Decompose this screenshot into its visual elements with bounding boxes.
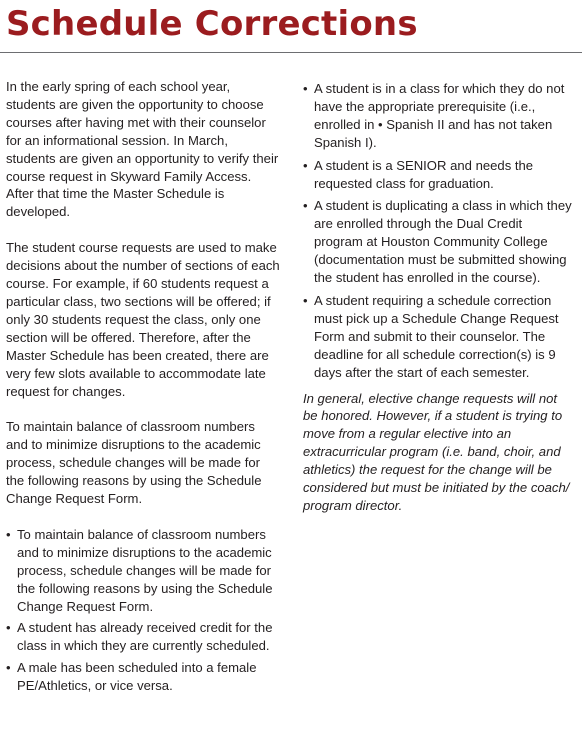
balance-paragraph: To maintain balance of classroom numbers and to minimize disruptions to the academic process, schedule changes will be made for the following reasons by using the Schedule Change Request Form. xyxy=(6,419,262,507)
list-item: • A student is a SENIOR and needs the requested class for graduation. xyxy=(303,157,573,193)
list-item: • To maintain balance of classroom numbers and to minimize disruptions to the academic process, schedule changes will be made for the following reasons by using the Schedule Change Request Form. xyxy=(6,526,280,616)
list-item: • A student is in a class for which they do not have the appropriate prerequisite (i.e., enrolled in • Spanish II and has not taken Spanish I). xyxy=(303,80,573,152)
intro-paragraph: In the early spring of each school year, students are given the opportunity to choose courses after having met with their counselor for an informational session. In March, students are given an opportunity to verify their course request in Skyward Family Access. After that time the Master Schedule is developed. xyxy=(6,79,279,220)
course-requests-paragraph: The student course requests are used to make decisions about the number of sections of each course. For example, if 60 students request a particular class, two sections will be offered; if only 30 students request the class, only one section will be offered. Therefore, after the Master Schedule has been created, there are very few slots available to accommodate late request for changes. xyxy=(6,240,280,399)
list-item: • A student is duplicating a class in which they are enrolled through the Dual Credit program at Houston Community College (documentation must be submitted showing the student has enrolled in the course). xyxy=(303,197,573,287)
page-title: Schedule Corrections xyxy=(6,4,418,44)
list-item: • A student has already received credit for the class in which they are currently scheduled. xyxy=(6,619,280,655)
right-reasons-list xyxy=(303,80,573,382)
list-item: • A male has been scheduled into a female PE/Athletics, or vice versa. xyxy=(6,659,280,695)
right-column xyxy=(303,80,573,515)
title-divider xyxy=(0,52,582,53)
elective-note: In general, elective change requests will not be honored. However, if a student is trying to move from a regular elective into an extracurricular program (i.e. band, choir, and athletics) the request for the change will be considered but must be initiated by the coach/ program director. xyxy=(303,390,570,513)
list-item: • A student requiring a schedule correction must pick up a Schedule Change Request Form and submit to their counselor. The deadline for all schedule correction(s) is 9 days after the start of each semester. xyxy=(303,292,573,382)
left-column xyxy=(6,78,280,699)
left-reasons-list xyxy=(6,526,280,695)
